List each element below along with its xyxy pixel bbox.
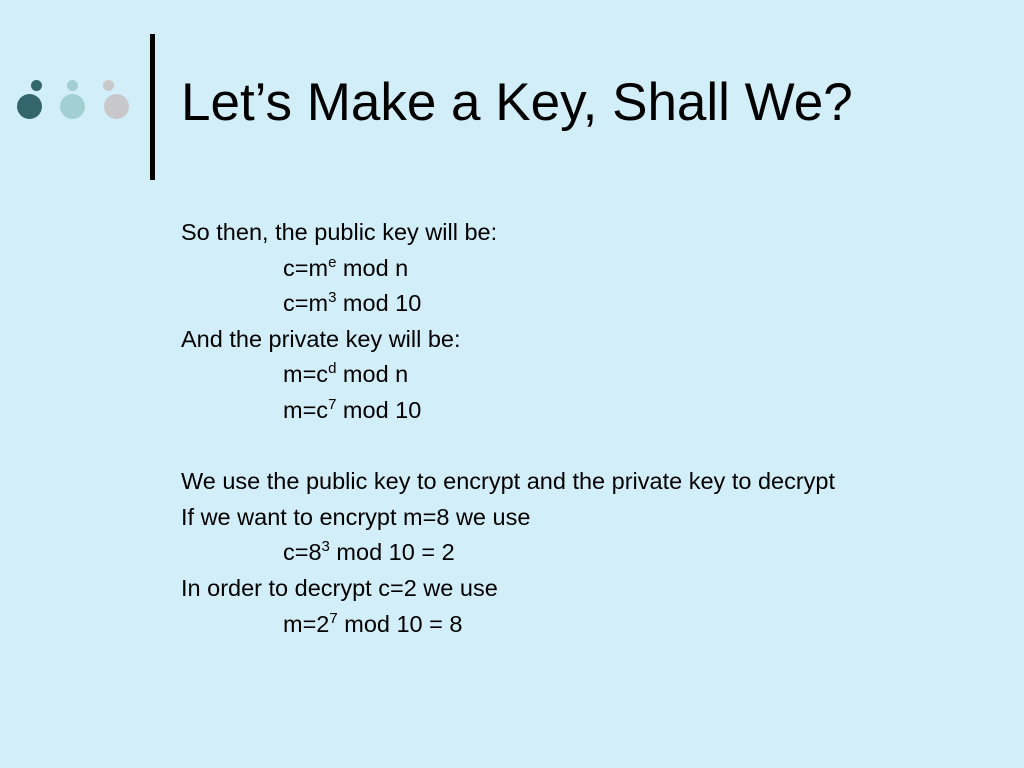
formula-encrypt-example: $c=8^3$ mod 10 = 2: [283, 538, 455, 566]
formula-public-specific: $c=m^3$ mod 10: [283, 289, 422, 317]
text-line-encrypt-example: If we want to encrypt m=8 we use: [181, 503, 531, 530]
formula-private-specific: $m=c^7$ mod 10: [283, 395, 422, 423]
title-divider: [150, 34, 155, 180]
slide-body: [181, 215, 1001, 642]
decorative-dot-5: [60, 94, 85, 119]
text-line-usage: We use the public key to encrypt and the private key to decrypt: [181, 468, 836, 495]
formula-private-general: $m=c^d$ mod n: [283, 360, 409, 388]
formula-public-general: $c=m^e$ mod n: [283, 253, 409, 281]
text-line-private-key-intro: And the private key will be:: [181, 325, 461, 352]
decorative-dot-2: [67, 80, 78, 91]
text-line-public-key-intro: So then, the public key will be:: [181, 219, 498, 245]
decorative-dot-3: [103, 80, 114, 91]
formula-decrypt-example: $m=2^7$ mod 10 = 8: [283, 609, 463, 637]
decorative-dot-6: [104, 94, 129, 119]
decorative-dot-1: [31, 80, 42, 91]
slide-title: Let’s Make a Key, Shall We?: [181, 73, 853, 132]
text-line-decrypt-example: In order to decrypt c=2 we use: [181, 574, 498, 601]
blank-line: [181, 429, 1001, 465]
decorative-dot-4: [17, 94, 42, 119]
